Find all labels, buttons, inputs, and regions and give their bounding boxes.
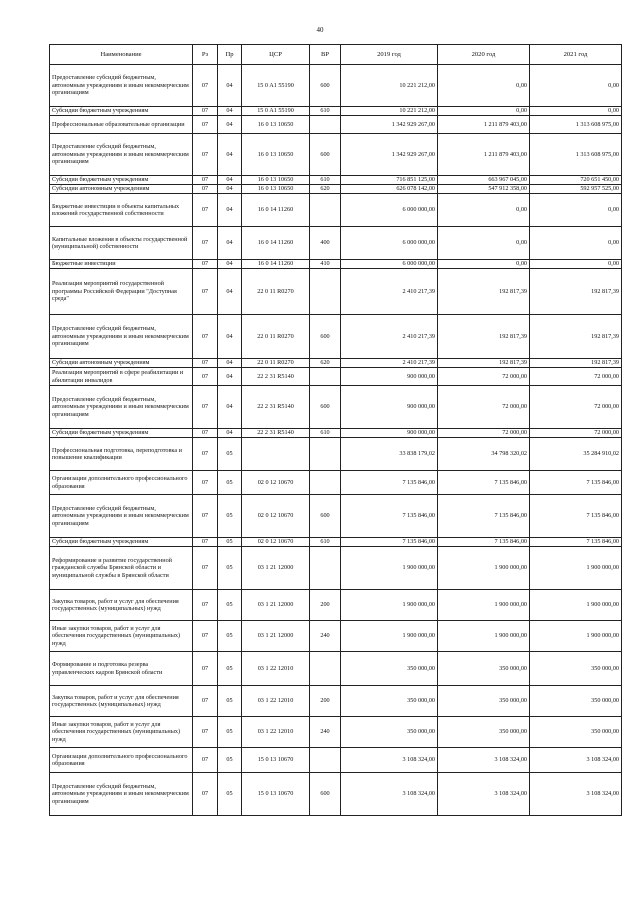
table-cell-vr: 600 bbox=[310, 65, 341, 107]
table-cell-name: Организации дополнительного профессионального образования bbox=[50, 471, 193, 495]
table-cell-2020: 192 817,39 bbox=[438, 359, 530, 368]
table-cell-rz: 07 bbox=[193, 438, 218, 471]
table-row bbox=[50, 116, 622, 134]
table-cell-2020: 547 912 358,00 bbox=[438, 185, 530, 194]
header-pr: Пр bbox=[218, 45, 242, 65]
table-cell-2021: 7 135 846,00 bbox=[530, 471, 622, 495]
table-cell-csr: 22 2 31 R5140 bbox=[242, 429, 310, 438]
table-cell-rz: 07 bbox=[193, 368, 218, 386]
table-cell-rz: 07 bbox=[193, 107, 218, 116]
header-rz: Рз bbox=[193, 45, 218, 65]
table-cell-2020: 1 211 879 403,00 bbox=[438, 134, 530, 176]
header-csr: ЦСР bbox=[242, 45, 310, 65]
table-cell-vr: 600 bbox=[310, 134, 341, 176]
table-cell-2019: 33 838 179,02 bbox=[341, 438, 438, 471]
table-cell-2020: 192 817,39 bbox=[438, 269, 530, 315]
table-cell-name: Капитальные вложения в объекты государственной (муниципальной) собственности bbox=[50, 227, 193, 260]
table-cell-rz: 07 bbox=[193, 471, 218, 495]
table-cell-name: Предоставление субсидий бюджетным, автономным учреждениям и иным некоммерческим организациям bbox=[50, 773, 193, 816]
table-cell-2021: 3 108 324,00 bbox=[530, 748, 622, 773]
table-cell-2021: 35 284 910,02 bbox=[530, 438, 622, 471]
table-cell-2021: 1 313 608 975,00 bbox=[530, 116, 622, 134]
table-cell-2019: 350 000,00 bbox=[341, 717, 438, 748]
table-cell-2020: 7 135 846,00 bbox=[438, 538, 530, 547]
table-cell-csr: 03 1 22 12010 bbox=[242, 717, 310, 748]
table-row bbox=[50, 194, 622, 227]
table-cell-2021: 0,00 bbox=[530, 107, 622, 116]
table-cell-name: Формирование и подготовка резерва управленческих кадров Брянской области bbox=[50, 652, 193, 686]
table-cell-name: Реализация мероприятий государственной программы Российской Федерации "Доступная среда" bbox=[50, 269, 193, 315]
table-cell-2019: 6 000 000,00 bbox=[341, 260, 438, 269]
table-cell-2019: 1 342 929 267,00 bbox=[341, 134, 438, 176]
table-cell-rz: 07 bbox=[193, 538, 218, 547]
table-cell-2021: 1 900 000,00 bbox=[530, 547, 622, 590]
table-cell-2020: 3 108 324,00 bbox=[438, 773, 530, 816]
table-cell-2021: 1 313 608 975,00 bbox=[530, 134, 622, 176]
header-name: Наименование bbox=[50, 45, 193, 65]
table-cell-2019: 716 851 125,00 bbox=[341, 176, 438, 185]
table-cell-name: Организации дополнительного профессионального образования bbox=[50, 748, 193, 773]
table-row bbox=[50, 269, 622, 315]
table-cell-name: Субсидии бюджетным учреждениям bbox=[50, 107, 193, 116]
table-cell-2020: 72 000,00 bbox=[438, 386, 530, 429]
table-cell-2020: 350 000,00 bbox=[438, 686, 530, 717]
table-cell-name: Закупка товаров, работ и услуг для обеспечения государственных (муниципальных) нужд bbox=[50, 686, 193, 717]
table-cell-csr: 02 0 12 10670 bbox=[242, 538, 310, 547]
table-cell-2020: 1 900 000,00 bbox=[438, 590, 530, 621]
table-cell-name: Субсидии бюджетным учреждениям bbox=[50, 429, 193, 438]
table-cell-vr bbox=[310, 368, 341, 386]
table-cell-2019: 1 900 000,00 bbox=[341, 547, 438, 590]
table-cell-2019: 1 342 929 267,00 bbox=[341, 116, 438, 134]
table-cell-csr: 03 1 21 12000 bbox=[242, 590, 310, 621]
table-cell-2021: 72 000,00 bbox=[530, 429, 622, 438]
table-cell-name: Реформирование и развитие государственной гражданской службы Брянской области и муниципальной службы в Брянской области bbox=[50, 547, 193, 590]
table-cell-2021: 72 000,00 bbox=[530, 368, 622, 386]
table-cell-2021: 350 000,00 bbox=[530, 717, 622, 748]
budget-table bbox=[49, 44, 622, 816]
table-cell-2019: 7 135 846,00 bbox=[341, 471, 438, 495]
table-cell-rz: 07 bbox=[193, 227, 218, 260]
table-row bbox=[50, 621, 622, 652]
table-cell-csr: 15 0 A1 55190 bbox=[242, 65, 310, 107]
table-row bbox=[50, 686, 622, 717]
table-cell-csr: 02 0 12 10670 bbox=[242, 495, 310, 538]
table-cell-rz: 07 bbox=[193, 773, 218, 816]
table-row bbox=[50, 65, 622, 107]
table-cell-2020: 72 000,00 bbox=[438, 368, 530, 386]
table-cell-pr: 04 bbox=[218, 260, 242, 269]
table-row bbox=[50, 368, 622, 386]
table-cell-name: Профессиональная подготовка, переподготовка и повышение квалификации bbox=[50, 438, 193, 471]
table-cell-2021: 720 651 450,00 bbox=[530, 176, 622, 185]
table-cell-pr: 04 bbox=[218, 116, 242, 134]
table-row bbox=[50, 386, 622, 429]
table-cell-2021: 0,00 bbox=[530, 260, 622, 269]
table-cell-2019: 2 410 217,39 bbox=[341, 359, 438, 368]
table-cell-vr: 240 bbox=[310, 717, 341, 748]
table-row bbox=[50, 260, 622, 269]
table-row bbox=[50, 495, 622, 538]
table-cell-vr: 240 bbox=[310, 621, 341, 652]
table-cell-csr: 22 0 11 R0270 bbox=[242, 269, 310, 315]
table-cell-rz: 07 bbox=[193, 134, 218, 176]
table-cell-2019: 6 000 000,00 bbox=[341, 227, 438, 260]
table-cell-pr: 04 bbox=[218, 185, 242, 194]
table-cell-2021: 192 817,39 bbox=[530, 269, 622, 315]
table-cell-rz: 07 bbox=[193, 621, 218, 652]
table-cell-2020: 34 798 320,02 bbox=[438, 438, 530, 471]
table-cell-name: Предоставление субсидий бюджетным, автономным учреждениям и иным некоммерческим организациям bbox=[50, 386, 193, 429]
table-cell-vr: 610 bbox=[310, 429, 341, 438]
table-row bbox=[50, 227, 622, 260]
table-cell-2021: 72 000,00 bbox=[530, 386, 622, 429]
table-row bbox=[50, 429, 622, 438]
table-cell-csr: 16 0 13 10650 bbox=[242, 116, 310, 134]
table-row bbox=[50, 134, 622, 176]
table-cell-name: Реализация мероприятий в сфере реабилитации и абилитации инвалидов bbox=[50, 368, 193, 386]
table-cell-vr: 200 bbox=[310, 590, 341, 621]
header-2021: 2021 год bbox=[530, 45, 622, 65]
table-body bbox=[50, 65, 622, 816]
table-cell-2021: 0,00 bbox=[530, 227, 622, 260]
table-cell-vr: 610 bbox=[310, 538, 341, 547]
table-cell-pr: 04 bbox=[218, 368, 242, 386]
table-cell-2020: 1 900 000,00 bbox=[438, 547, 530, 590]
table-cell-pr: 04 bbox=[218, 269, 242, 315]
table-cell-2020: 0,00 bbox=[438, 107, 530, 116]
table-cell-name: Бюджетные инвестиции bbox=[50, 260, 193, 269]
table-cell-2019: 6 000 000,00 bbox=[341, 194, 438, 227]
table-cell-pr: 04 bbox=[218, 107, 242, 116]
table-cell-pr: 04 bbox=[218, 194, 242, 227]
table-row bbox=[50, 315, 622, 359]
table-cell-rz: 07 bbox=[193, 260, 218, 269]
table-row bbox=[50, 652, 622, 686]
table-cell-2020: 1 900 000,00 bbox=[438, 621, 530, 652]
table-cell-csr bbox=[242, 438, 310, 471]
table-cell-csr: 16 0 14 11260 bbox=[242, 194, 310, 227]
table-cell-pr: 04 bbox=[218, 315, 242, 359]
table-cell-pr: 05 bbox=[218, 652, 242, 686]
table-cell-csr: 16 0 13 10650 bbox=[242, 176, 310, 185]
table-cell-name: Иные закупки товаров, работ и услуг для обеспечения государственных (муниципальных) нужд bbox=[50, 717, 193, 748]
table-cell-vr: 620 bbox=[310, 359, 341, 368]
table-row bbox=[50, 176, 622, 185]
table-cell-name: Предоставление субсидий бюджетным, автономным учреждениям и иным некоммерческим организациям bbox=[50, 134, 193, 176]
table-cell-pr: 04 bbox=[218, 134, 242, 176]
table-cell-2020: 350 000,00 bbox=[438, 717, 530, 748]
table-cell-name: Предоставление субсидий бюджетным, автономным учреждениям и иным некоммерческим организациям bbox=[50, 315, 193, 359]
table-cell-csr: 16 0 14 11260 bbox=[242, 227, 310, 260]
table-cell-rz: 07 bbox=[193, 652, 218, 686]
table-cell-rz: 07 bbox=[193, 176, 218, 185]
table-cell-csr: 22 0 11 R0270 bbox=[242, 315, 310, 359]
table-cell-rz: 07 bbox=[193, 185, 218, 194]
table-cell-vr bbox=[310, 438, 341, 471]
table-cell-rz: 07 bbox=[193, 547, 218, 590]
table-cell-pr: 04 bbox=[218, 65, 242, 107]
table-cell-csr: 16 0 14 11260 bbox=[242, 260, 310, 269]
table-cell-2019: 3 108 324,00 bbox=[341, 773, 438, 816]
table-cell-pr: 05 bbox=[218, 495, 242, 538]
table-cell-2021: 1 900 000,00 bbox=[530, 621, 622, 652]
table-cell-csr: 03 1 22 12010 bbox=[242, 652, 310, 686]
table-cell-2020: 7 135 846,00 bbox=[438, 495, 530, 538]
table-cell-pr: 05 bbox=[218, 471, 242, 495]
table-row bbox=[50, 538, 622, 547]
table-cell-rz: 07 bbox=[193, 717, 218, 748]
table-cell-2020: 0,00 bbox=[438, 194, 530, 227]
table-cell-2020: 192 817,39 bbox=[438, 315, 530, 359]
table-cell-vr: 410 bbox=[310, 260, 341, 269]
table-cell-csr: 02 0 12 10670 bbox=[242, 471, 310, 495]
table-cell-2019: 7 135 846,00 bbox=[341, 538, 438, 547]
table-cell-name: Субсидии бюджетным учреждениям bbox=[50, 176, 193, 185]
table-cell-2020: 0,00 bbox=[438, 65, 530, 107]
table-cell-name: Субсидии автономным учреждениям bbox=[50, 185, 193, 194]
table-cell-vr: 620 bbox=[310, 185, 341, 194]
table-cell-rz: 07 bbox=[193, 495, 218, 538]
table-cell-csr: 22 0 11 R0270 bbox=[242, 359, 310, 368]
table-cell-2019: 1 900 000,00 bbox=[341, 590, 438, 621]
table-cell-rz: 07 bbox=[193, 315, 218, 359]
table-cell-rz: 07 bbox=[193, 386, 218, 429]
table-cell-rz: 07 bbox=[193, 686, 218, 717]
table-cell-pr: 04 bbox=[218, 176, 242, 185]
table-cell-name: Бюджетные инвестиции в объекты капитальных вложений государственной собственности bbox=[50, 194, 193, 227]
table-cell-2021: 350 000,00 bbox=[530, 652, 622, 686]
table-cell-2020: 7 135 846,00 bbox=[438, 471, 530, 495]
table-cell-csr: 15 0 13 10670 bbox=[242, 748, 310, 773]
table-cell-name: Субсидии автономным учреждениям bbox=[50, 359, 193, 368]
table-cell-pr: 05 bbox=[218, 748, 242, 773]
table-cell-vr: 600 bbox=[310, 386, 341, 429]
table-row bbox=[50, 590, 622, 621]
table-cell-2019: 10 221 212,00 bbox=[341, 65, 438, 107]
table-cell-2019: 7 135 846,00 bbox=[341, 495, 438, 538]
table-row bbox=[50, 359, 622, 368]
table-cell-2021: 3 108 324,00 bbox=[530, 773, 622, 816]
table-cell-2019: 900 000,00 bbox=[341, 429, 438, 438]
table-cell-2019: 2 410 217,39 bbox=[341, 269, 438, 315]
table-row bbox=[50, 438, 622, 471]
table-cell-2020: 3 108 324,00 bbox=[438, 748, 530, 773]
table-row bbox=[50, 185, 622, 194]
table-cell-vr bbox=[310, 194, 341, 227]
table-cell-vr bbox=[310, 547, 341, 590]
table-cell-csr: 16 0 13 10650 bbox=[242, 134, 310, 176]
table-cell-pr: 05 bbox=[218, 686, 242, 717]
table-cell-rz: 07 bbox=[193, 359, 218, 368]
header-2019: 2019 год bbox=[341, 45, 438, 65]
table-cell-pr: 04 bbox=[218, 227, 242, 260]
table-cell-csr: 22 2 31 R5140 bbox=[242, 368, 310, 386]
table-cell-rz: 07 bbox=[193, 269, 218, 315]
table-cell-vr: 610 bbox=[310, 176, 341, 185]
table-cell-pr: 04 bbox=[218, 386, 242, 429]
table-row bbox=[50, 547, 622, 590]
table-cell-csr: 22 2 31 R5140 bbox=[242, 386, 310, 429]
table-cell-pr: 05 bbox=[218, 438, 242, 471]
table-row bbox=[50, 717, 622, 748]
table-cell-csr: 16 0 13 10650 bbox=[242, 185, 310, 194]
table-cell-2019: 900 000,00 bbox=[341, 386, 438, 429]
table-cell-2020: 1 211 879 403,00 bbox=[438, 116, 530, 134]
table-cell-csr: 03 1 22 12010 bbox=[242, 686, 310, 717]
table-cell-pr: 05 bbox=[218, 717, 242, 748]
table-cell-name: Предоставление субсидий бюджетным, автономным учреждениям и иным некоммерческим организациям bbox=[50, 495, 193, 538]
header-vr: ВР bbox=[310, 45, 341, 65]
table-row bbox=[50, 748, 622, 773]
table-cell-2021: 592 957 525,00 bbox=[530, 185, 622, 194]
table-cell-rz: 07 bbox=[193, 65, 218, 107]
table-cell-pr: 05 bbox=[218, 621, 242, 652]
table-cell-2019: 626 078 142,00 bbox=[341, 185, 438, 194]
table-cell-2019: 10 221 212,00 bbox=[341, 107, 438, 116]
table-cell-2021: 7 135 846,00 bbox=[530, 495, 622, 538]
table-cell-vr: 200 bbox=[310, 686, 341, 717]
table-cell-vr bbox=[310, 652, 341, 686]
table-cell-rz: 07 bbox=[193, 194, 218, 227]
table-cell-vr bbox=[310, 748, 341, 773]
table-cell-vr: 610 bbox=[310, 107, 341, 116]
table-cell-2020: 0,00 bbox=[438, 227, 530, 260]
table-cell-vr bbox=[310, 116, 341, 134]
table-cell-2019: 3 108 324,00 bbox=[341, 748, 438, 773]
table-cell-vr: 600 bbox=[310, 495, 341, 538]
table-cell-2021: 192 817,39 bbox=[530, 315, 622, 359]
table-cell-csr: 15 0 13 10670 bbox=[242, 773, 310, 816]
table-cell-2019: 350 000,00 bbox=[341, 652, 438, 686]
table-cell-2020: 663 967 045,00 bbox=[438, 176, 530, 185]
table-cell-2021: 192 817,39 bbox=[530, 359, 622, 368]
table-cell-2020: 72 000,00 bbox=[438, 429, 530, 438]
page-number: 40 bbox=[316, 26, 324, 34]
table-cell-csr: 15 0 A1 55190 bbox=[242, 107, 310, 116]
table-cell-vr: 600 bbox=[310, 315, 341, 359]
table-cell-2021: 0,00 bbox=[530, 194, 622, 227]
table-cell-vr bbox=[310, 471, 341, 495]
table-cell-rz: 07 bbox=[193, 748, 218, 773]
table-cell-pr: 05 bbox=[218, 547, 242, 590]
table-cell-vr: 400 bbox=[310, 227, 341, 260]
table-cell-2021: 350 000,00 bbox=[530, 686, 622, 717]
table-cell-name: Предоставление субсидий бюджетным, автономным учреждениям и иным некоммерческим организациям bbox=[50, 65, 193, 107]
table-header-row bbox=[50, 45, 622, 65]
table-cell-pr: 05 bbox=[218, 538, 242, 547]
table-cell-2020: 0,00 bbox=[438, 260, 530, 269]
header-2020: 2020 год bbox=[438, 45, 530, 65]
table-cell-pr: 04 bbox=[218, 429, 242, 438]
table-cell-2021: 7 135 846,00 bbox=[530, 538, 622, 547]
table-cell-rz: 07 bbox=[193, 429, 218, 438]
table-cell-2019: 2 410 217,39 bbox=[341, 315, 438, 359]
table-cell-2021: 1 900 000,00 bbox=[530, 590, 622, 621]
table-cell-csr: 03 1 21 12000 bbox=[242, 621, 310, 652]
table-cell-pr: 05 bbox=[218, 590, 242, 621]
table-row bbox=[50, 471, 622, 495]
table-cell-2019: 350 000,00 bbox=[341, 686, 438, 717]
table-row bbox=[50, 107, 622, 116]
table-row bbox=[50, 773, 622, 816]
table-cell-2019: 1 900 000,00 bbox=[341, 621, 438, 652]
table-cell-name: Профессиональные образовательные организации bbox=[50, 116, 193, 134]
table-cell-2021: 0,00 bbox=[530, 65, 622, 107]
table-cell-csr: 03 1 21 12000 bbox=[242, 547, 310, 590]
table-cell-name: Иные закупки товаров, работ и услуг для обеспечения государственных (муниципальных) нужд bbox=[50, 621, 193, 652]
table-cell-pr: 05 bbox=[218, 773, 242, 816]
table-cell-vr: 600 bbox=[310, 773, 341, 816]
table-cell-rz: 07 bbox=[193, 116, 218, 134]
table-cell-vr bbox=[310, 269, 341, 315]
table-cell-2019: 900 000,00 bbox=[341, 368, 438, 386]
table-cell-rz: 07 bbox=[193, 590, 218, 621]
table-cell-pr: 04 bbox=[218, 359, 242, 368]
table-cell-name: Закупка товаров, работ и услуг для обеспечения государственных (муниципальных) нужд bbox=[50, 590, 193, 621]
table-cell-name: Субсидии бюджетным учреждениям bbox=[50, 538, 193, 547]
table-cell-2020: 350 000,00 bbox=[438, 652, 530, 686]
